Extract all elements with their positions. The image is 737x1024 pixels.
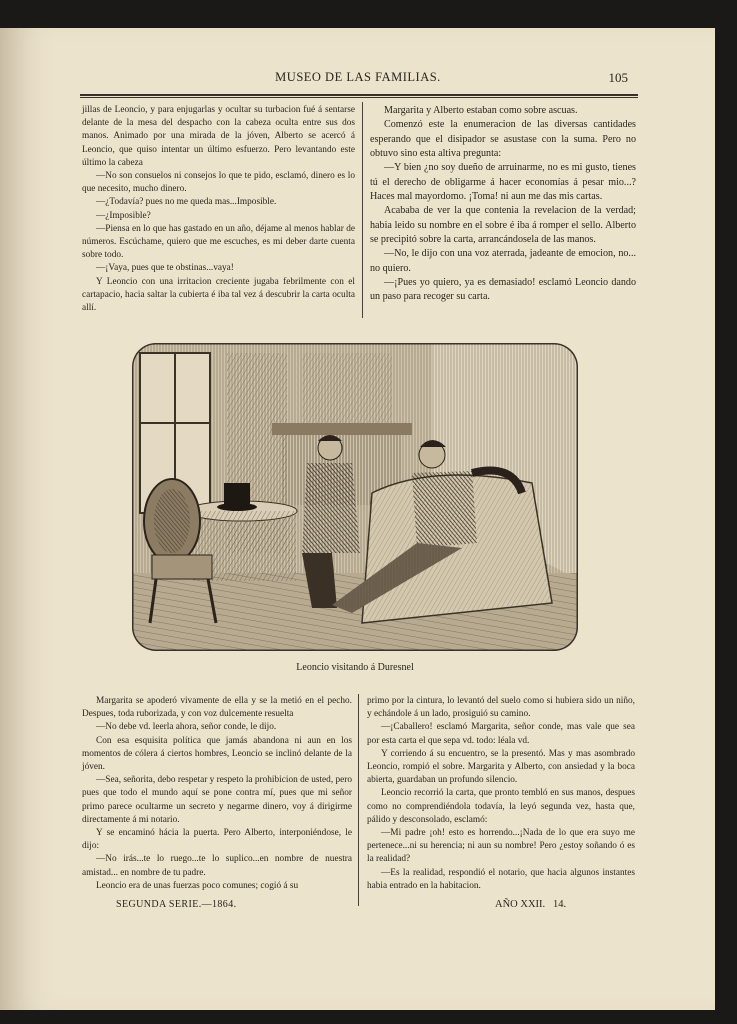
paragraph: jillas de Leoncio, y para enjugarlas y ocultar su turbacion fué á sentarse delante de la mesa del despacho con la cabeza oculta entre sus dos manos. Animado por una mirada de la jóven, Alberto se acercó á Leoncio, que quiso intentar un último esfuerzo. Pero levantando este último la cabeza — [82, 105, 355, 168]
paragraph: Leoncio recorrió la carta, que pronto tembló en sus manos, despues como no comprendiéndola todavía, la leyó segunda vez, hasta que, pálido y desconsolado, esclamó: — [367, 788, 635, 825]
text-column-top-left — [82, 104, 355, 315]
paragraph: Y corriendo á su encuentro, se la presentó. Mas y mas asombrado Leoncio, rompió el sobre. Margarita y Alberto, con ansiedad y la boca abierta, guardaban un profundo silencio. — [367, 748, 635, 786]
footer-year-label: AÑO XXII. — [495, 899, 546, 910]
paragraph: —No son consuelos ni consejos lo que te pido, esclamó, dinero es lo que necesito, mucho dinero. — [82, 171, 355, 195]
column-rule-bottom — [358, 694, 359, 906]
running-header — [80, 66, 636, 90]
paragraph: —¡Pues yo quiero, ya es demasiado! esclamó Leoncio dando un paso para recoger su carta. — [370, 277, 636, 303]
paragraph: —¡Vaya, pues que te obstinas...vaya! — [96, 263, 234, 274]
paragraph: —¿Todavía? pues no me queda mas...Imposible. — [96, 197, 277, 208]
paragraph: —¿Imposible? — [96, 210, 151, 221]
header-rule — [80, 94, 638, 98]
paragraph: Margarita y Alberto estaban como sobre ascuas. — [384, 105, 578, 116]
paragraph: Margarita se apoderó vivamente de ella y se la metió en el pecho. Despues, toda ruborizada, y con voz dulcemente resuelta — [82, 696, 352, 720]
paragraph: —No debe vd. leerla ahora, señor conde, le dijo. — [96, 722, 277, 733]
footer-series: SEGUNDA SERIE.—1864. — [116, 899, 237, 910]
paragraph: Comenzó este la enumeracion de las diversas cantidades esperando que el disipador se asustase con la suma. Pero no obtuvo sino esta altiva pregunta: — [370, 119, 636, 160]
engraving-drawing — [132, 343, 578, 651]
page-number: 105 — [608, 70, 628, 85]
paragraph: —No, le dijo con una voz aterrada, jadeante de emocion, no... no quiero. — [370, 248, 636, 274]
text-column-bottom-left — [82, 695, 352, 893]
paragraph: —Piensa en lo que has gastado en un año, déjame al menos hablar de números. Escúchame, quiero que me escuches, es mi deber darte cuenta sobre todo. — [82, 223, 355, 261]
paragraph: Leoncio era de unas fuerzas poco comunes; cogió á su — [96, 880, 299, 891]
text-column-top-right — [370, 104, 636, 305]
paragraph: primo por la cintura, lo levantó del suelo como si hubiera sido un niño, y echándole á un lado, prosiguió su camino. — [367, 696, 635, 720]
paragraph: Con esa esquisita política que jamás abandona ni aun en los momentos de cólera á ciertos hombres, Leoncio se inclinó delante de la jóven. — [82, 735, 352, 773]
illustration-caption: Leoncio visitando á Duresnel — [296, 662, 414, 673]
paragraph: —Sea, señorita, debo respetar y respeto la prohibicion de usted, pero pues que todo el mundo aquí se pone contra mí, pues que mi señor primo parece ocultarme un secreto y negarme dinero, voy á dirigirme directamente á mi notario. — [82, 775, 352, 825]
paragraph: —Y bien ¿no soy dueño de arruinarme, no es mi gusto, tienes tú el derecho de obligarme á hacer economías á pesar mio...? Haces mal mayordomo. ¡Toma! ni aun me das mis cartas. — [370, 162, 636, 203]
footer-year — [495, 899, 566, 910]
paragraph: —¡Caballero! esclamó Margarita, señor conde, mas vale que sea por esta carta el que sepa vd. todo: léala vd. — [367, 722, 635, 746]
paragraph: —Mi padre ¡oh! esto es horrendo...¡Nada de lo que era suyo me pertenece...ni su herencia; ni aun su nombre! Pero ¿estoy soñando ó es la realidad? — [367, 828, 635, 865]
paragraph: Y se encaminó hácia la puerta. Pero Alberto, interponiéndose, le dijo: — [82, 828, 352, 852]
running-title: MUSEO DE LAS FAMILIAS. — [275, 70, 441, 84]
paragraph: Acababa de ver la que contenia la revelacion de la verdad; habia leido su nombre en el sobre é iba á romper el sello. Alberto se precipitó sobre la carta, arrancándosela de las manos. — [370, 205, 636, 246]
paragraph: —Es la realidad, respondió el notario, que hacia algunos instantes habia entrado en la habitacion. — [367, 867, 635, 891]
text-column-bottom-right — [367, 695, 635, 893]
paragraph: —No irás...te lo ruego...te lo suplico...en nombre de nuestra amistad... en nombre de tu padre. — [82, 854, 352, 878]
footer-signature: 14. — [553, 899, 567, 910]
engraving-illustration — [132, 343, 578, 651]
paragraph: Y Leoncio con una irritacion creciente jugaba febrilmente con el cartapacio, hacia saltar la cubierta é iba tal vez á descubrir la carta oculta allí. — [82, 276, 355, 314]
column-rule-top — [362, 102, 363, 318]
